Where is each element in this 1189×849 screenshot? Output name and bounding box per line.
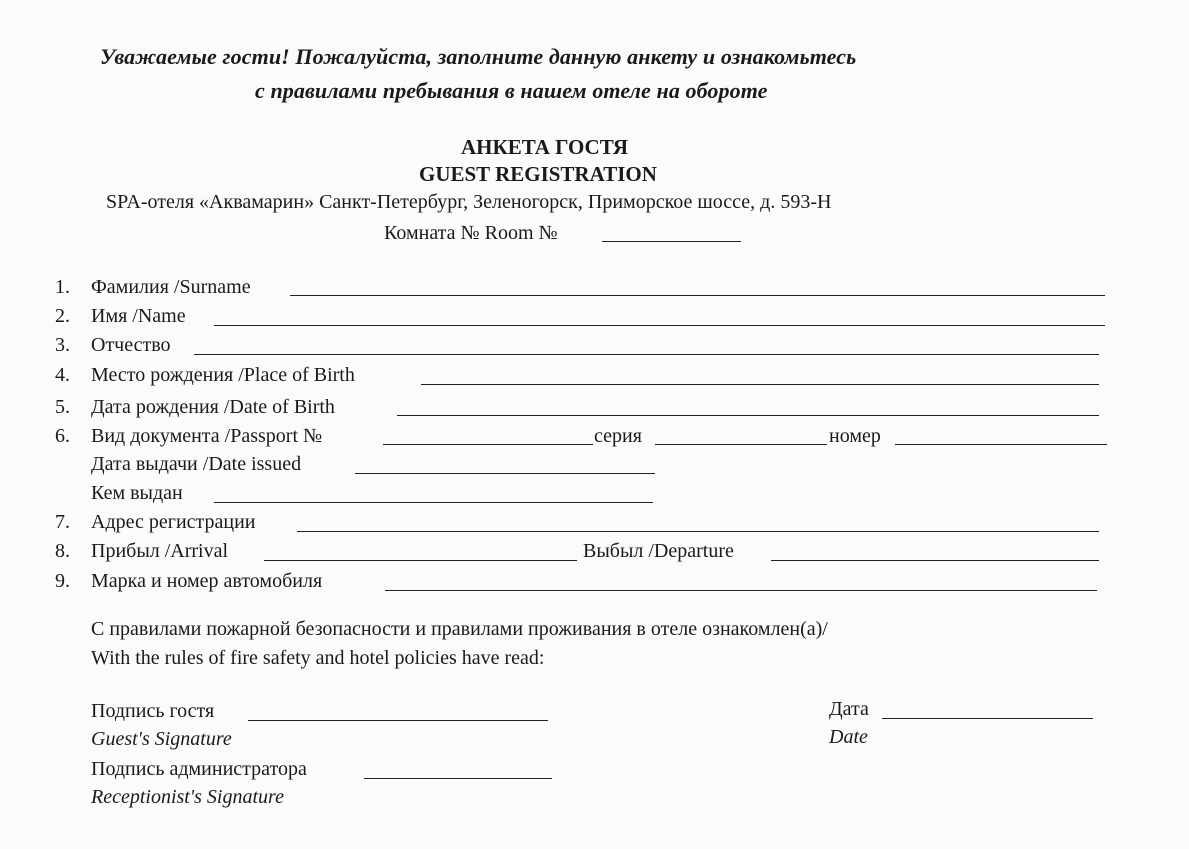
room-label: Комната № Room № [384,222,558,244]
issued-by-label: Кем выдан [91,482,183,504]
arrival-line[interactable] [264,560,577,561]
admin-signature-label: Подпись администратора [91,758,307,780]
rules-text-ru: С правилами пожарной безопасности и правилами проживания в отеле ознакомлен(а)/ [91,618,828,640]
header-line-2: с правилами пребывания в нашем отеле на обороте [255,78,768,103]
arrival-label: Прибыл /Arrival [91,540,229,562]
car-line[interactable] [385,590,1097,591]
room-line[interactable] [602,241,741,242]
field-number: 8. [55,540,70,562]
field-number: 9. [55,570,70,592]
field-number: 4. [55,364,70,386]
date-issued-label: Дата выдачи /Date issued [91,453,302,475]
date-en: Date [829,726,868,748]
patronymic-label: Отчество [91,334,171,356]
place-of-birth-label: Место рождения /Place of Birth [91,364,355,386]
patronymic-line[interactable] [194,354,1099,355]
date-of-birth-label: Дата рождения /Date of Birth [91,396,335,418]
field-number: 7. [55,511,70,533]
field-number: 1. [55,276,70,298]
departure-label: Выбыл /Departure [583,540,734,562]
passport-label: Вид документа /Passport № [91,425,323,447]
admin-signature-en: Receptionist's Signature [91,786,284,808]
rules-text-en: With the rules of fire safety and hotel policies have read: [91,647,545,669]
registration-address-line[interactable] [297,531,1099,532]
place-of-birth-line[interactable] [421,384,1099,385]
surname-line[interactable] [290,295,1105,296]
header-line-1: Уважаемые гости! Пожалуйста, заполните данную анкету и ознакомьтесь [100,44,857,69]
field-number: 6. [55,425,70,447]
guest-signature-line[interactable] [248,720,548,721]
date-line[interactable] [882,718,1093,719]
passport-line[interactable] [383,444,593,445]
number-label: номер [829,425,881,447]
surname-label: Фамилия /Surname [91,276,251,298]
name-label: Имя /Name [91,305,186,327]
issued-by-line[interactable] [214,502,653,503]
series-line[interactable] [655,444,827,445]
guest-signature-label: Подпись гостя [91,700,215,722]
date-issued-line[interactable] [355,473,655,474]
departure-line[interactable] [771,560,1099,561]
car-label: Марка и номер автомобиля [91,570,323,592]
series-label: серия [594,425,642,447]
number-line[interactable] [895,444,1107,445]
form-title-en: GUEST REGISTRATION [419,162,657,186]
date-label: Дата [829,698,869,720]
date-of-birth-line[interactable] [397,415,1099,416]
field-number: 3. [55,334,70,356]
guest-signature-en: Guest's Signature [91,728,232,750]
admin-signature-line[interactable] [364,778,552,779]
hotel-address: SPA-отеля «Аквамарин» Санкт-Петербург, Зеленогорск, Приморское шоссе, д. 593-Н [106,191,832,213]
field-number: 5. [55,396,70,418]
field-number: 2. [55,305,70,327]
form-title-ru: АНКЕТА ГОСТЯ [461,135,629,159]
registration-address-label: Адрес регистрации [91,511,256,533]
name-line[interactable] [214,325,1105,326]
